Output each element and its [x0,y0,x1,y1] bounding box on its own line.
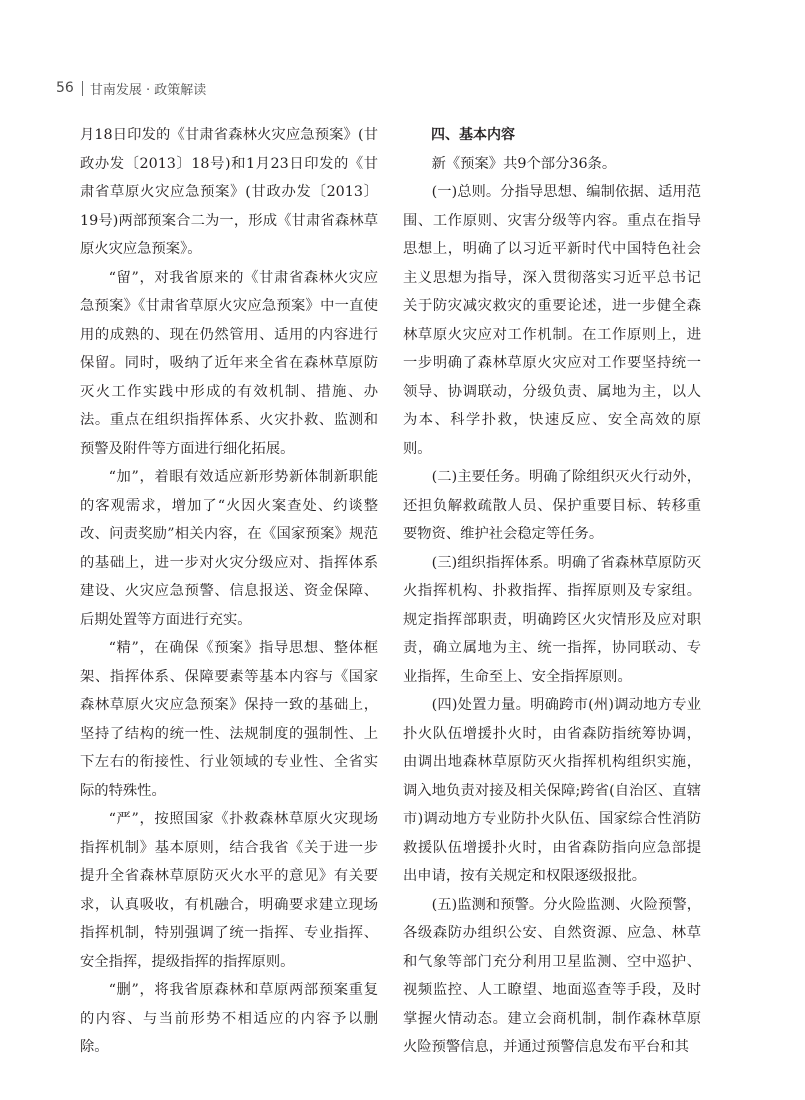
paragraph: 月18日印发的《甘肃省森林火灾应急预案》(甘政办发〔2013〕18号)和1月23日印发的《甘肃省草原火灾应急预案》(甘政办发〔2013〕19号)两部预案合二为一，形成《甘肃省森林草原火灾应急预案》。 [80,127,378,257]
running-title: 甘南发展 · 政策解读 [89,82,207,98]
paragraph: (三)组织指挥体系。明确了省森林草原防灭火指挥机构、扑救指挥、指挥原则及专家组。规定指挥部职责，明确跨区火灾情形及应对职责，确立属地为主、统一指挥，协同联动、专业指挥，生命至上、安全指挥原则。 [403,554,701,685]
paragraph: (五)监测和预警。分火险监测、火险预警，各级森防办组织公安、自然资源、应急、林草和气象等部门充分利用卫星监测、空中巡护、视频监控、人工瞭望、地面巡查等手段，及时掌握火情动态。建立会商机制，制作森林草原火险预警信息，并通过预警信息发布平台和其 [403,896,701,1055]
paragraph: “删”，将我省原森林和草原两部预案重复的内容、与当前形势不相适应的内容予以删除。 [80,982,378,1055]
paragraph: “精”，在确保《预案》指导思想、整体框架、指挥体系、保障要素等基本内容与《国家森林草原火灾应急预案》保持一致的基础上，坚持了结构的统一性、法规制度的强制性、上下左右的衔接性、行业领域的专业性、全省实际的特殊性。 [80,640,378,799]
page-number: 56 [56,80,74,96]
paragraph: (四)处置力量。明确跨市(州)调动地方专业扑火队伍增援扑火时，由省森防指统筹协调，由调出地森林草原防灭火指挥机构组织实施，调入地负责对接及相关保障;跨省(自治区、直辖市)调动地方专业防扑火队伍、国家综合性消防救援队伍增援扑火时，由省森防指向应急部提出申请，按有关规定和权限逐级报批。 [403,697,701,884]
paragraph: 新《预案》共9个部分36条。 [431,155,617,172]
paragraph: “加”，着眼有效适应新形势新体制新职能的客观需求，增加了“火因火案查处、约谈整改、问责奖励”相关内容，在《国家预案》规范的基础上，进一步对火灾分级应对、指挥体系建设、火灾应急预警、信息报送、资金保障、后期处置等方面进行充实。 [80,469,378,628]
paragraph: (一)总则。分指导思想、编制依据、适用范围、工作原则、灾害分级等内容。重点在指导思想上，明确了以习近平新时代中国特色社会主义思想为指导，深入贯彻落实习近平总书记关于防灾减灾救灾的重要论述，进一步健全森林草原火灾应对工作机制。在工作原则上，进一步明确了森林草原火灾应对工作要坚持统一领导、协调联动，分级负责、属地为主，以人为本、科学扑救，快速反应、安全高效的原则。 [403,184,701,457]
paragraph: “严”，按照国家《扑救森林草原火灾现场指挥机制》基本原则，结合我省《关于进一步提升全省森林草原防灭火水平的意见》有关要求，认真吸收，有机融合，明确要求建立现场指挥机制，特别强调了统一指挥、专业指挥、安全指挥，提级指挥的指挥原则。 [80,811,378,970]
right-column [403,121,701,1062]
paragraph: “留”，对我省原来的《甘肃省森林火灾应急预案》《甘肃省草原火灾应急预案》中一直使用的成熟的、现在仍然管用、适用的内容进行保留。同时，吸纳了近年来全省在森林草原防灭火工作实践中形成的有效机制、措施、办法。重点在组织指挥体系、火灾扑救、监测和预警及附件等方面进行细化拓展。 [80,269,378,457]
paragraph: (二)主要任务。明确了除组织灭火行动外，还担负解救疏散人员、保护重要目标、转移重要物资、维护社会稳定等任务。 [403,469,701,542]
running-header [56,78,206,98]
header-divider [82,81,83,96]
section-heading: 四、基本内容 [431,127,515,143]
left-column [80,121,378,1062]
